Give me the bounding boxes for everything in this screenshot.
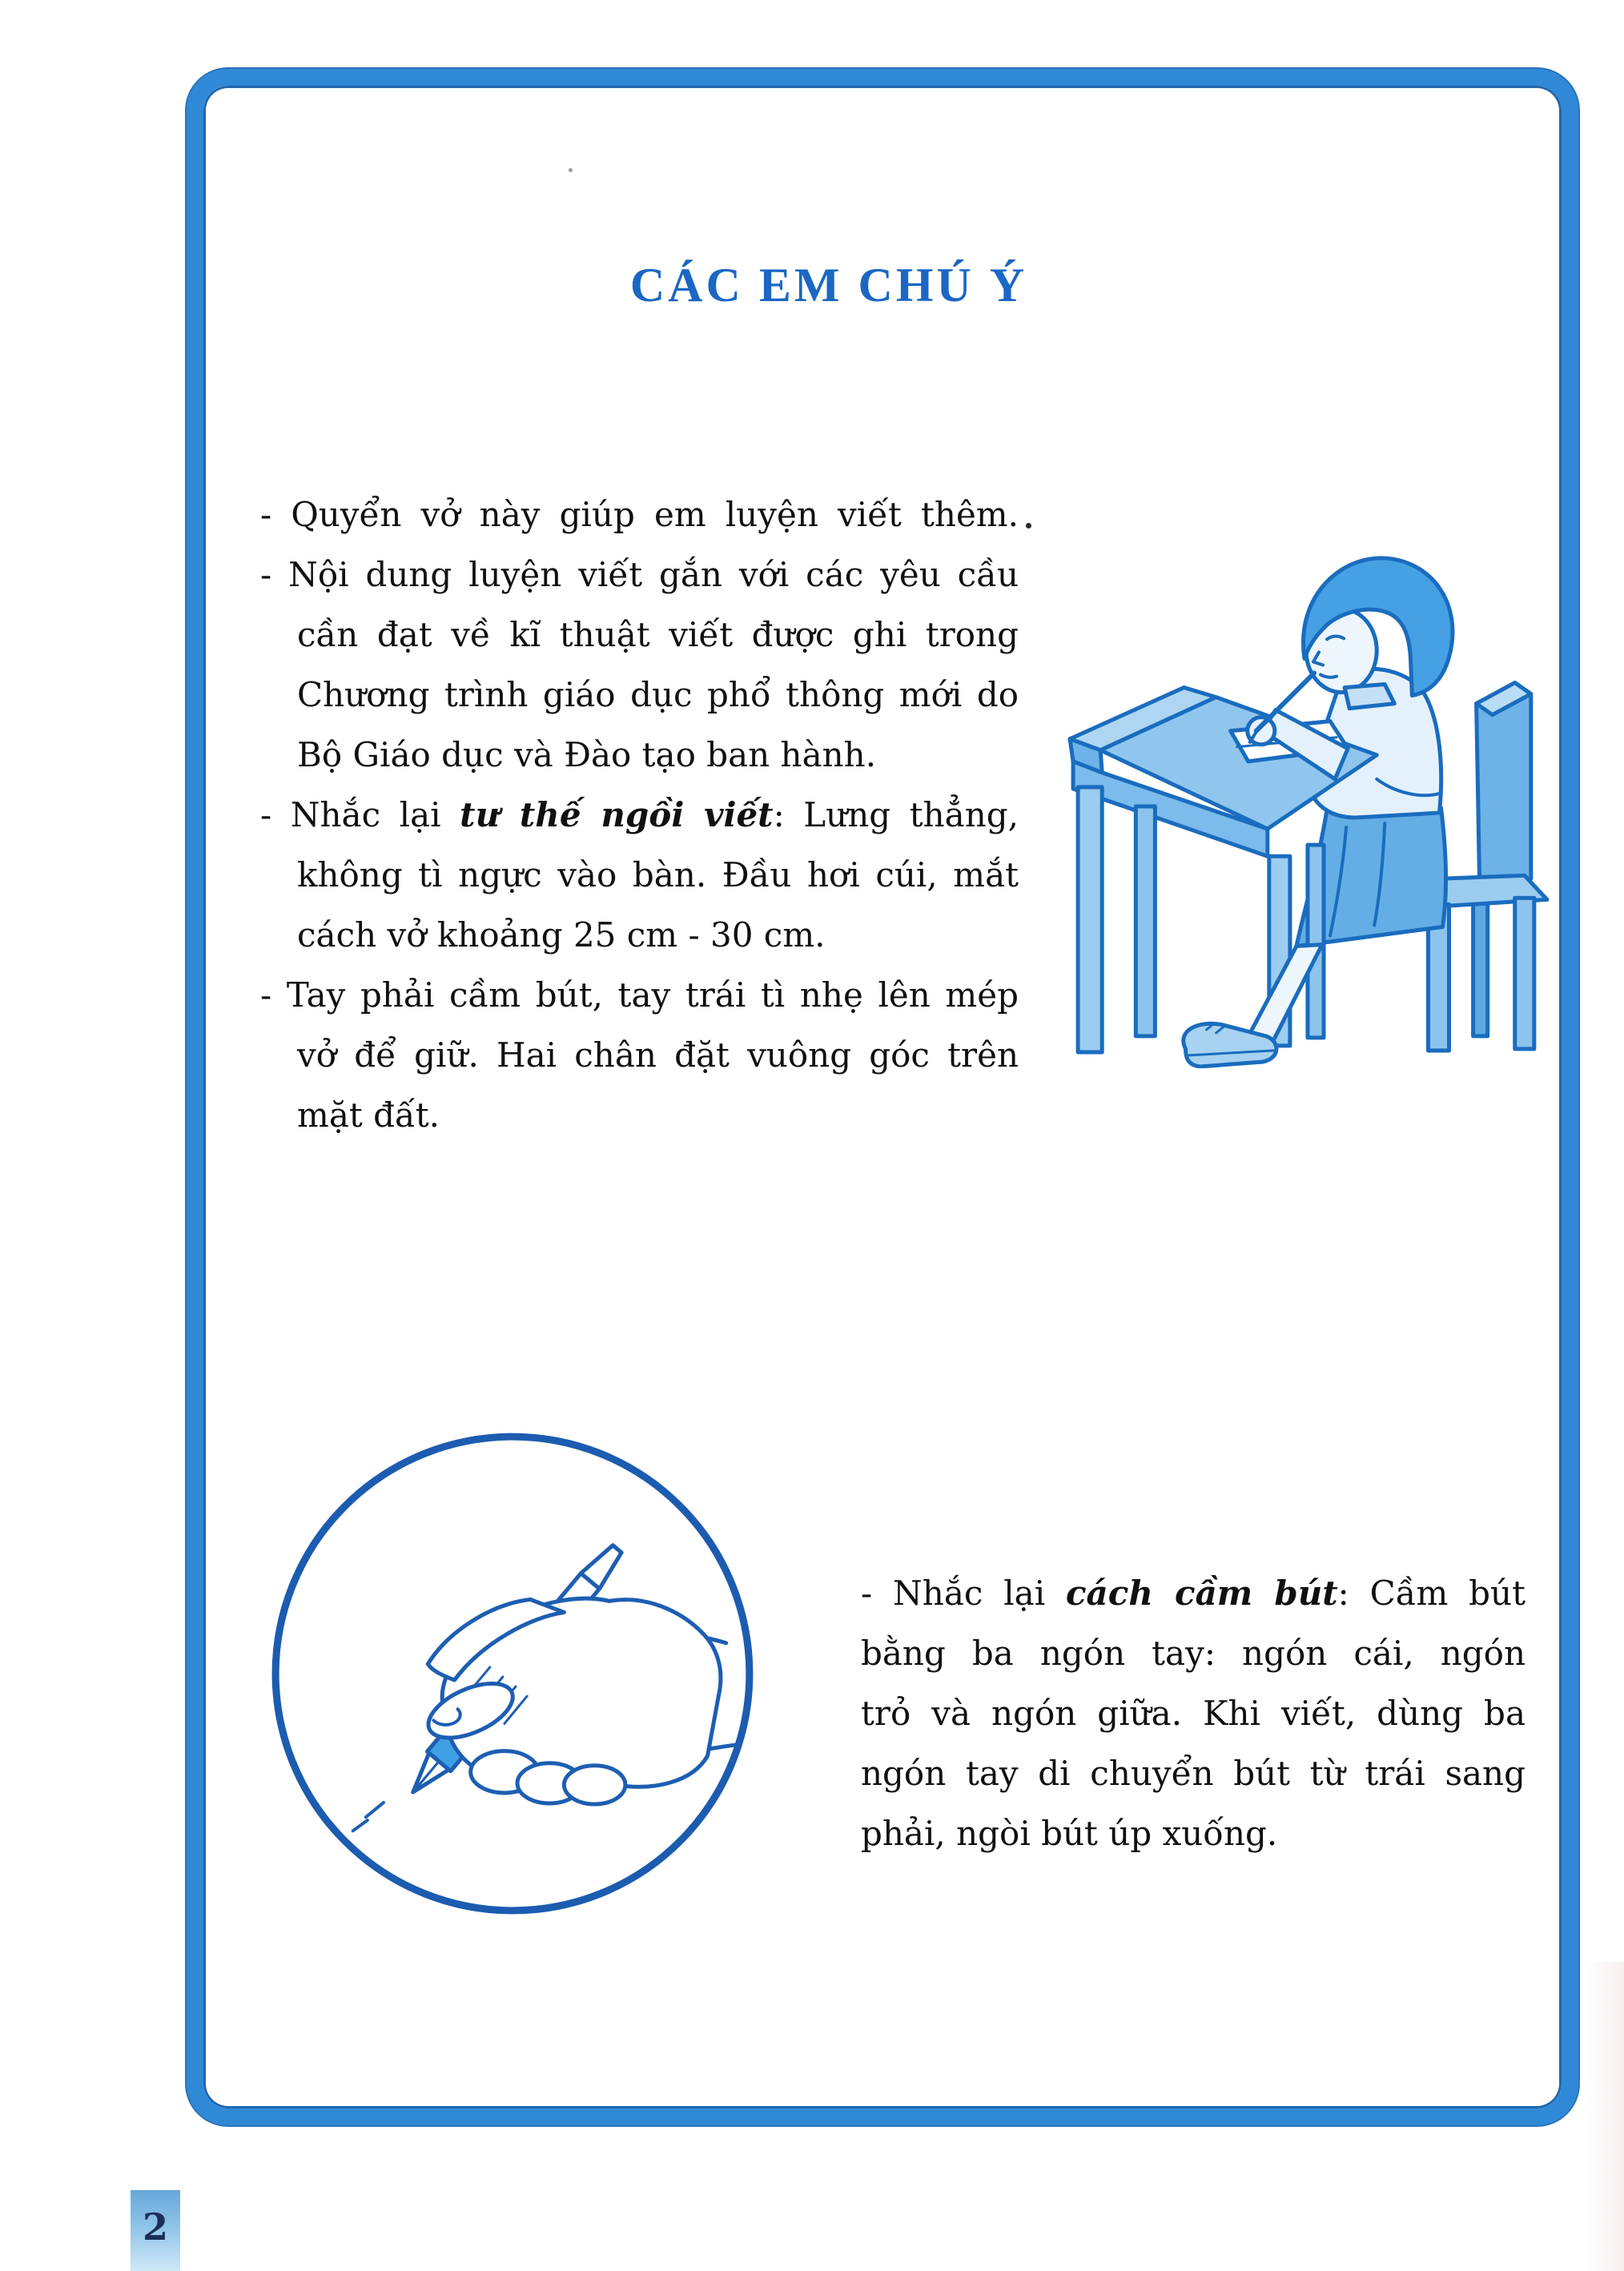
chair-rear-leg: [1473, 901, 1488, 1036]
page-number-tab: [131, 2190, 180, 2271]
text-run: : Lưng thẳng,: [773, 795, 1019, 834]
text-line: phải, ngòi bút úp xuống.: [861, 1814, 1278, 1853]
text-line: cần đạt về kĩ thuật viết được ghi trong: [297, 615, 1019, 654]
text-line: vở để giữ. Hai chân đặt vuông góc trên: [297, 1035, 1019, 1075]
curled-finger: [564, 1766, 625, 1804]
text-line: ngón tay di chuyển bút từ trái sang: [861, 1754, 1526, 1793]
notice-list: [260, 484, 1019, 1145]
text-run: - Nhắc lại: [861, 1574, 1066, 1613]
hand-holding-pen-illustration: [263, 1424, 762, 1923]
scan-edge-smudge: [1584, 1962, 1624, 2271]
desk-leg: [1308, 845, 1324, 1038]
text-line: - Tay phải cầm bút, tay trái tì nhẹ lên mép: [260, 975, 1019, 1015]
text-line: trỏ và ngón giữa. Khi viết, dùng ba: [861, 1694, 1526, 1733]
text-line: cách vở khoảng 25 cm - 30 cm.: [297, 915, 826, 955]
text-line: bằng ba ngón tay: ngón cái, ngón: [861, 1634, 1526, 1673]
text-line: [260, 785, 1019, 845]
pen-note: [861, 1563, 1526, 1863]
emphasized-text: cách cầm bút: [1065, 1574, 1338, 1613]
desk-leg: [1136, 806, 1155, 1036]
text-run: - Nhắc lại: [260, 795, 460, 834]
text-line: Chương trình giáo dục phổ thông mới do: [297, 675, 1019, 714]
page-number: 2: [142, 2205, 168, 2249]
page-title: CÁC EM CHÚ Ý: [629, 259, 1028, 312]
emphasized-text: tư thế ngồi viết: [460, 795, 774, 834]
desk-leg: [1078, 787, 1102, 1052]
scan-speck: [569, 168, 573, 172]
scan-speck: [1026, 523, 1031, 529]
text-line: - Quyển vở này giúp em luyện viết thêm.: [260, 495, 1019, 534]
chair-leg: [1515, 898, 1534, 1049]
text-line: - Nội dung luyện viết gắn với các yêu cầu: [260, 555, 1019, 594]
text-line: [861, 1563, 1526, 1623]
text-run: : Cầm bút: [1337, 1574, 1526, 1613]
text-line: Bộ Giáo dục và Đào tạo ban hành.: [297, 735, 877, 774]
chair-backrest: [1477, 683, 1531, 886]
girl-writing-at-desk-illustration: [1065, 538, 1563, 1068]
text-line: không tì ngực vào bàn. Đầu hơi cúi, mắt: [297, 855, 1019, 894]
collar: [1345, 685, 1394, 709]
text-line: mặt đất.: [297, 1095, 440, 1135]
